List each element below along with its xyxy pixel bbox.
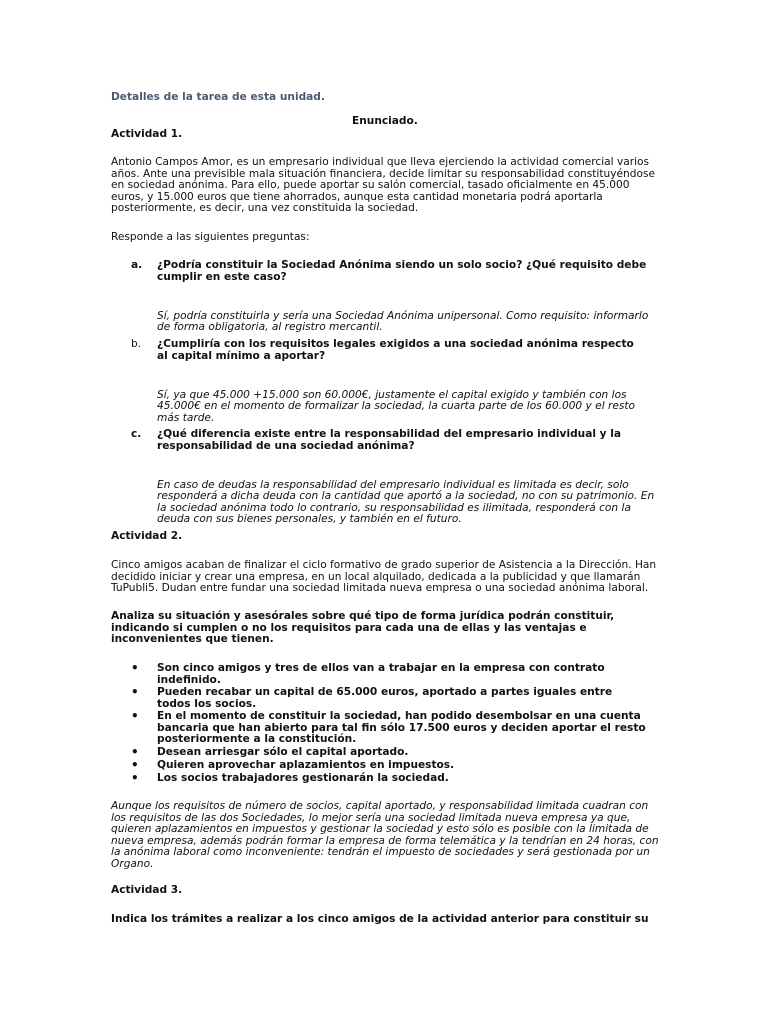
bullet-icon: • <box>131 771 139 785</box>
question-marker: c. <box>131 428 142 440</box>
activity-2-answer: Aunque los requisitos de número de socios, capital aportado, y responsabilidad limitada cuadran con los requisitos de las dos Sociedades, lo mejor sería una sociedad limitada nueva empresa ya que, quieren aplazamientos en impuestos y gestionar la sociedad y esto sólo es posible con la limitada de nueva empresa, además podrán formar la empresa de forma telemática y la tendrían en 24 horas, con la anónima laboral como inconveniente: tendrán el impuesto de sociedades y será gestionada por un Organo. <box>111 800 659 870</box>
bullet-icon: • <box>131 758 139 772</box>
question-text: ¿Cumpliría con los requisitos legales exigidos a una sociedad anónima respecto al capital mínimo a aportar? <box>157 338 634 362</box>
bullet-icon: • <box>131 685 139 699</box>
task-details-heading: Detalles de la tarea de esta unidad. <box>111 91 325 103</box>
question-text: ¿Podría constituir la Sociedad Anónima siendo un solo socio? ¿Qué requisito debe cumplir en este caso? <box>157 259 647 283</box>
activity-2-title: Actividad 2. <box>111 530 183 542</box>
activity-2-prompt: Analiza su situación y asesórales sobre qué tipo de forma jurídica podrán constituir, indicando si cumplen o no los requisitos para cada una de ellas y las ventajas e inconvenientes que tienen. <box>111 610 615 646</box>
answer-a: Sí, podría constituirla y sería una Sociedad Anónima unipersonal. Como requisito: informarlo de forma obligatoria, al registro mercantil. <box>157 309 649 334</box>
bullet-icon: • <box>131 745 139 759</box>
activity-2-body: Cinco amigos acaban de finalizar el ciclo formativo de grado superior de Asistencia a la Dirección. Han decidido iniciar y crear una empresa, en un local alquilado, dedicada a la publicidad y que llamarán TuPubli5. Dudan entre fundar una sociedad limitada nueva empresa o una sociedad anónima laboral. <box>111 559 657 595</box>
activity-1-prompt: Responde a las siguientes preguntas: <box>111 231 310 243</box>
question-marker: a. <box>131 259 143 271</box>
bullet-icon: • <box>131 709 139 723</box>
question-text: ¿Qué diferencia existe entre la responsabilidad del empresario individual y la responsabilidad de una sociedad anónima? <box>157 428 622 452</box>
answer-b: Sí, ya que 45.000 +15.000 son 60.000€, justamente el capital exigido y también con los 45.000€ en el momento de formalizar la sociedad, la cuarta parte de los 60.000 y el resto más tarde. <box>157 388 636 424</box>
question-marker: b. <box>131 338 142 350</box>
bullet-icon: • <box>131 661 139 675</box>
activity-3-prompt: Indica los trámites a realizar a los cinco amigos de la actividad anterior para constituir su <box>111 913 649 925</box>
answer-c: En caso de deudas la responsabilidad del empresario individual es limitada es decir, solo responderá a dicha deuda con la cantidad que aportó a la sociedad, no con su patrimonio. En la sociedad anónima todo lo contrario, su responsabilidad es ilimitada, responderá con la deuda con sus bienes personales, y también en el futuro. <box>157 478 655 526</box>
activity-1-title: Actividad 1. <box>111 128 183 140</box>
statement-heading: Enunciado. <box>352 114 418 127</box>
activity-1-body: Antonio Campos Amor, es un empresario individual que lleva ejerciendo la actividad comercial varios años. Ante una previsible mala situación financiera, decide limitar su responsabilidad constituyéndose en sociedad anónima. Para ello, puede aportar su salón comercial, tasado oficialmente en 45.000 euros, y 15.000 euros que tiene ahorrados, aunque esta cantidad monetaria podrá aportarla posteriormente, es decir, una vez constituida la sociedad. <box>111 156 655 215</box>
activity-3-title: Actividad 3. <box>111 884 183 896</box>
